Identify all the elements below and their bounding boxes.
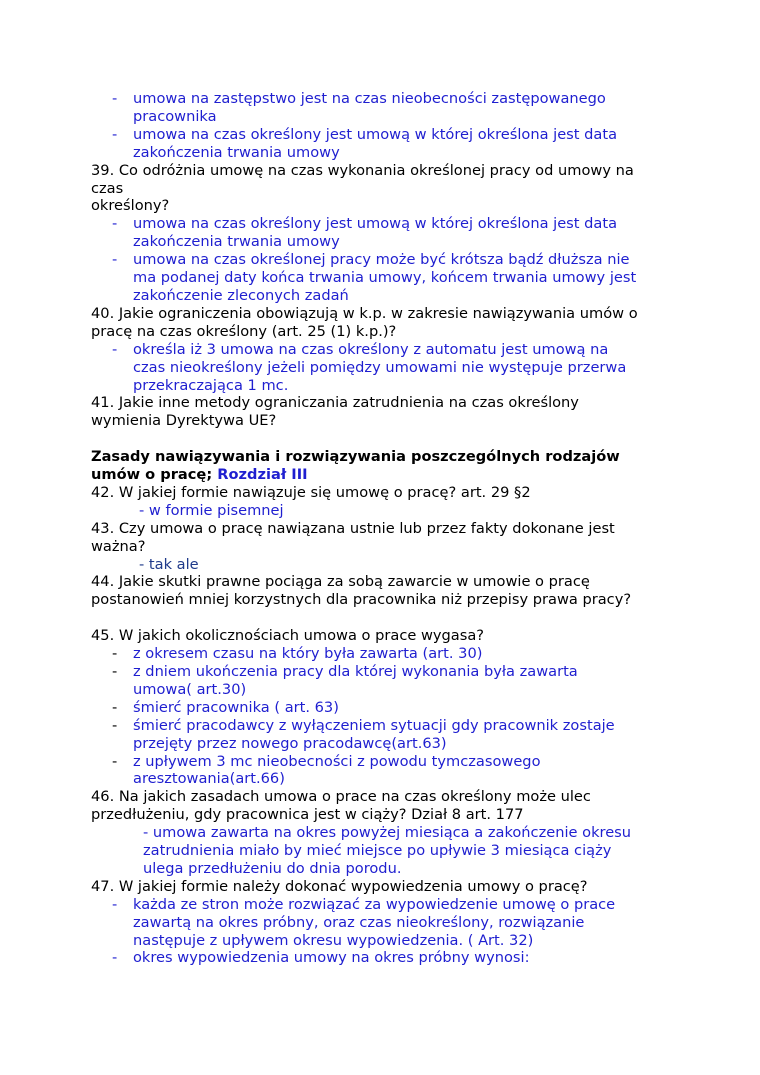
- bullet-dash: -: [112, 949, 118, 967]
- answer-bullet: [91, 717, 691, 753]
- answer-line: umowa na czas określony jest umową w której określona jest data: [133, 125, 618, 143]
- question-39: [91, 162, 691, 216]
- answer-line: następuje z upływem okresu wypowiedzenia. ( Art. 32): [133, 931, 534, 949]
- question-line: 40. Jakie ograniczenia obowiązują w k.p. w zakresie nawiązywania umów o: [91, 304, 638, 322]
- answer-line: - w formie pisemnej: [139, 501, 284, 519]
- answer-bullet: [91, 896, 691, 950]
- blank-line: [91, 609, 691, 627]
- answer-bullet: [91, 753, 691, 789]
- heading-line: [91, 466, 691, 484]
- chapter-label: Rozdział III: [217, 466, 308, 484]
- answer-bullet: [91, 126, 691, 162]
- heading-line: Zasady nawiązywania i rozwiązywania poszczególnych rodzajów: [91, 448, 620, 466]
- question-line: pracę na czas określony (art. 25 (1) k.p.)?: [91, 322, 397, 340]
- question-line: postanowień mniej korzystnych dla pracownika niż przepisy prawa pracy?: [91, 591, 632, 609]
- bullet-dash: -: [112, 698, 118, 716]
- answer-line: każda ze stron może rozwiązać za wypowiedzenie umowę o prace: [133, 895, 616, 913]
- bullet-dash: -: [112, 645, 118, 663]
- question-40: [91, 305, 691, 341]
- section-heading: [91, 448, 691, 484]
- answer-bullet: [91, 699, 691, 717]
- question-line: określony?: [91, 197, 170, 215]
- answer-line: z upływem 3 mc nieobecności z powodu tymczasowego: [133, 752, 541, 770]
- answer-line: zakończenie zleconych zadań: [133, 286, 349, 304]
- answer-bullet: [91, 215, 691, 251]
- blank-line: [91, 430, 691, 448]
- bullet-dash: -: [112, 90, 118, 107]
- answer-line: ma podanej daty końca trwania umowy, końcem trwania umowy jest: [133, 269, 637, 287]
- answer-bullet: [91, 663, 691, 699]
- document-content: [91, 90, 691, 967]
- answer-bullet: [91, 90, 691, 126]
- bullet-dash: -: [112, 716, 118, 734]
- question-line: 43. Czy umowa o pracę nawiązana ustnie lub przez fakty dokonane jest: [91, 519, 615, 537]
- question-line: 42. W jakiej formie nawiązuje się umowę o pracę? art. 29 §2: [91, 483, 531, 501]
- answer-line: umowa( art.30): [133, 680, 247, 698]
- question-46: [91, 788, 691, 824]
- question-47: [91, 878, 691, 896]
- question-44: [91, 573, 691, 609]
- question-line: 45. W jakich okolicznościach umowa o prace wygasa?: [91, 627, 485, 645]
- answer-bullet: [91, 949, 691, 967]
- answer-line: zawartą na okres próbny, oraz czas nieokreślony, rozwiązanie: [133, 913, 585, 931]
- question-line: przedłużeniu, gdy pracownica jest w ciąży? Dział 8 art. 177: [91, 806, 524, 824]
- question-43: [91, 520, 691, 556]
- bullet-dash: -: [112, 251, 118, 269]
- answer-line: ulega przedłużeniu do dnia porodu.: [143, 859, 402, 877]
- answer-line: - tak ale: [139, 555, 199, 573]
- answer-42: [91, 502, 691, 520]
- answer-line: zakończenia trwania umowy: [133, 143, 340, 161]
- bullet-dash: -: [112, 125, 118, 143]
- answer-line: z dniem ukończenia pracy dla której wykonania była zawarta: [133, 662, 578, 680]
- bullet-dash: -: [112, 895, 118, 913]
- answer-43: [91, 556, 691, 574]
- question-line: 39. Co odróżnia umowę na czas wykonania określonej pracy od umowy na: [91, 161, 634, 179]
- bullet-dash: -: [112, 340, 118, 358]
- answer-line: śmierć pracownika ( art. 63): [133, 698, 339, 716]
- answer-line: zakończenia trwania umowy: [133, 233, 340, 251]
- answer-bullet: [91, 251, 691, 305]
- question-line: 46. Na jakich zasadach umowa o prace na czas określony może ulec: [91, 788, 591, 806]
- answer-line: - umowa zawarta na okres powyżej miesiąca a zakończenie okresu: [143, 824, 632, 842]
- answer-line: śmierć pracodawcy z wyłączeniem sytuacji gdy pracownik zostaje: [133, 716, 615, 734]
- answer-line: umowa na czas określony jest umową w której określona jest data: [133, 215, 618, 233]
- question-45: [91, 627, 691, 645]
- question-41: [91, 394, 691, 430]
- answer-line: określa iż 3 umowa na czas określony z automatu jest umową na: [133, 340, 609, 358]
- answer-line: z okresem czasu na który była zawarta (art. 30): [133, 645, 483, 663]
- question-42: [91, 484, 691, 502]
- answer-line: zatrudnienia miało by mieć miejsce po upływie 3 miesiąca ciąży: [143, 842, 612, 860]
- answer-line: przekraczająca 1 mc.: [133, 376, 289, 394]
- answer-46: [91, 824, 691, 878]
- question-line: czas: [91, 179, 124, 197]
- answer-line: okres wypowiedzenia umowy na okres próbny wynosi:: [133, 949, 530, 967]
- answer-line: czas nieokreślony jeżeli pomiędzy umowami nie występuje przerwa: [133, 358, 627, 376]
- answer-bullet: [91, 645, 691, 663]
- answer-line: umowa na zastępstwo jest na czas nieobecności zastępowanego: [133, 90, 606, 107]
- bullet-dash: -: [112, 215, 118, 233]
- bullet-dash: -: [112, 662, 118, 680]
- question-line: ważna?: [91, 537, 146, 555]
- answer-line: umowa na czas określonej pracy może być krótsza bądź dłuższa nie: [133, 251, 630, 269]
- question-line: 41. Jakie inne metody ograniczania zatrudnienia na czas określony: [91, 394, 579, 412]
- bullet-dash: -: [112, 752, 118, 770]
- answer-line: aresztowania(art.66): [133, 770, 285, 788]
- question-line: wymienia Dyrektywa UE?: [91, 412, 277, 430]
- answer-bullet: [91, 341, 691, 395]
- heading-text: umów o pracę;: [91, 466, 213, 484]
- question-line: 47. W jakiej formie należy dokonać wypowiedzenia umowy o pracę?: [91, 877, 588, 895]
- answer-line: przejęty przez nowego pracodawcę(art.63): [133, 734, 447, 752]
- question-line: 44. Jakie skutki prawne pociąga za sobą zawarcie w umowie o pracę: [91, 573, 590, 591]
- answer-line: pracownika: [133, 107, 217, 125]
